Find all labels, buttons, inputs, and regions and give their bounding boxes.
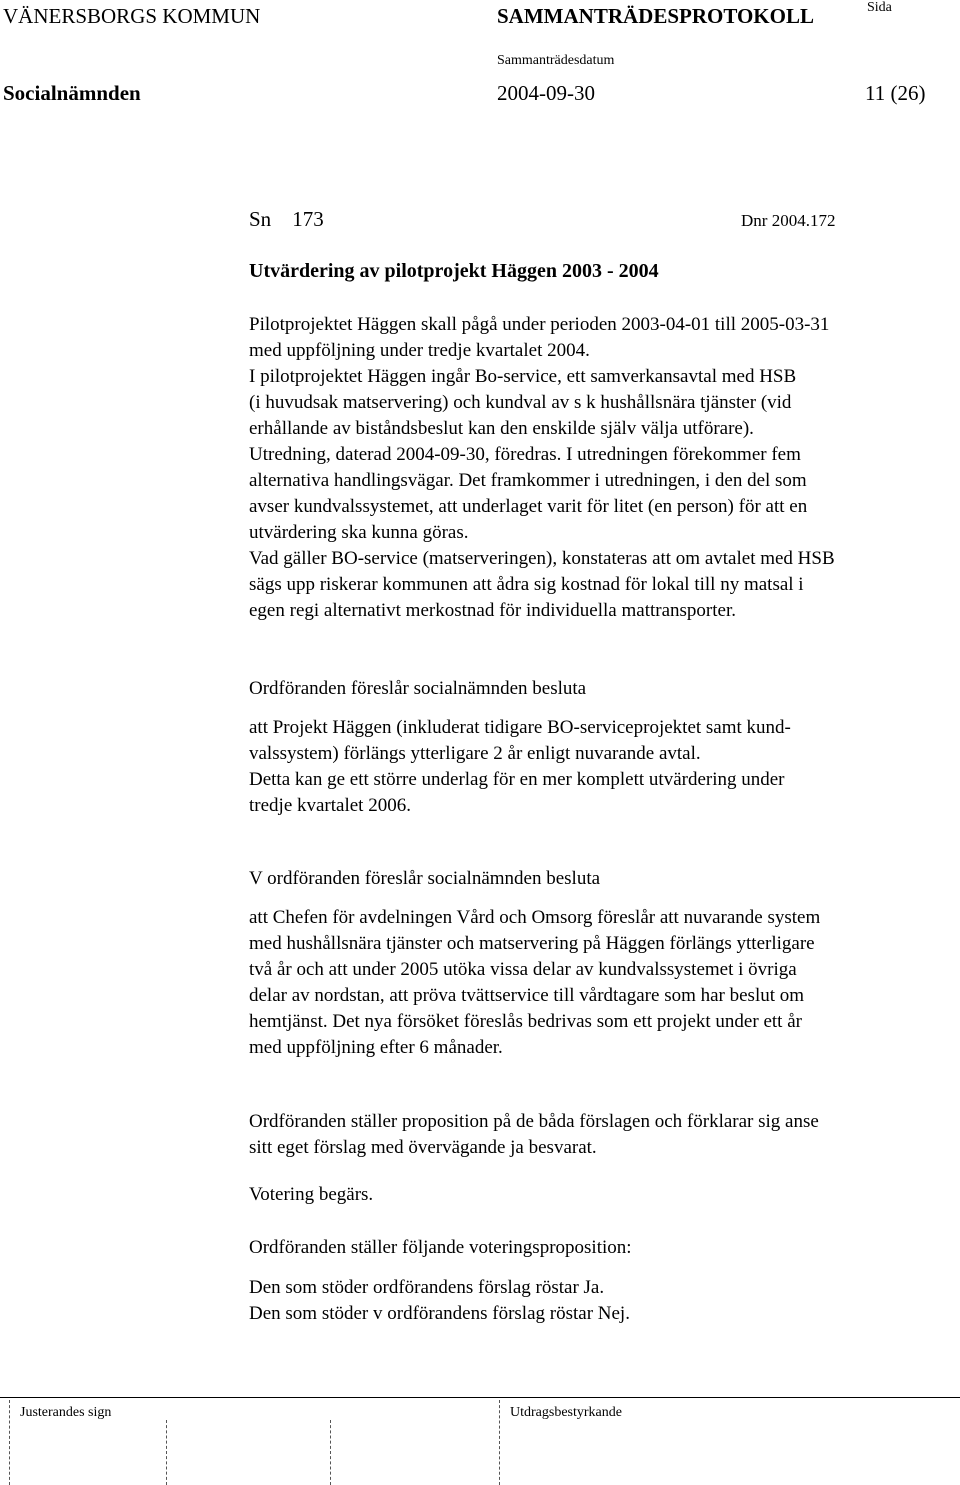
meeting-date-label: Sammanträdesdatum [497,53,615,68]
signature-box-divider [166,1420,167,1485]
text-line: att Projekt Häggen (inkluderat tidigare BO-serviceprojektet samt kund- [249,717,791,738]
section-title: Utvärdering av pilotprojekt Häggen 2003 - 2004 [249,260,659,282]
text-line: sitt eget förslag med övervägande ja besvarat. [249,1137,597,1158]
text-line: med uppföljning under tredje kvartalet 2004. [249,340,590,361]
text-line: (i huvudsak matservering) och kundval av s k hushållsnära tjänster (vid [249,392,792,413]
text-line: Utredning, daterad 2004-09-30, föredras. I utredningen förekommer fem [249,444,801,465]
meeting-date: 2004-09-30 [497,81,595,105]
footer-rule [0,1397,960,1398]
signature-box-divider [330,1420,331,1485]
page-label: Sida [867,0,892,15]
text-line: med hushållsnära tjänster och matservering på Häggen förlängs ytterligare [249,933,815,954]
diary-number: Dnr 2004.172 [741,211,836,230]
vote-proposition-heading: Ordföranden ställer följande voteringsproposition: [249,1237,632,1258]
text-line: Ordföranden ställer proposition på de båda förslagen och förklarar sig anse [249,1111,819,1132]
sn-label: Sn [249,207,272,231]
text-line: att Chefen för avdelningen Vård och Omsorg föreslår att nuvarande system [249,907,821,928]
signature-box-divider [499,1400,500,1485]
text-line: två år och att under 2005 utöka vissa delar av kundvalssystemet i övriga [249,959,797,980]
page-number: 11 (26) [865,81,926,105]
signature-label: Justerandes sign [20,1405,112,1420]
org-name: VÄNERSBORGS KOMMUN [3,4,261,28]
text-line: Vad gäller BO-service (matserveringen), konstateras att om avtalet med HSB [249,548,835,569]
text-line: utvärdering ska kunna göras. [249,522,469,543]
text-line: Pilotprojektet Häggen skall pågå under perioden 2003-04-01 till 2005-03-31 [249,314,830,335]
signature-box-divider [9,1400,10,1485]
chair-proposal-heading: Ordföranden föreslår socialnämnden besluta [249,678,587,699]
text-line: sägs upp riskerar kommunen att ådra sig kostnad för lokal till ny matsal i [249,574,804,595]
section-number [249,207,324,232]
text-line: avser kundvalssystemet, att underlaget varit för litet (en person) för att en [249,496,808,517]
chair-proposal [249,715,791,819]
text-line: Den som stöder ordförandens förslag röstar Ja. [249,1277,605,1298]
text-line: alternativa handlingsvägar. Det framkommer i utredningen, i den del som [249,470,807,491]
vote-proposition [249,1275,630,1327]
text-line: erhållande av biståndsbeslut kan den enskilde själv välja utförare). [249,418,754,439]
document-type: SAMMANTRÄDESPROTOKOLL [497,4,814,28]
text-line: med uppföljning efter 6 månader. [249,1037,503,1058]
vote-requested: Votering begärs. [249,1184,374,1205]
paragraph-background [249,312,835,624]
text-line: tredje kvartalet 2006. [249,795,411,816]
vice-chair-proposal-heading: V ordföranden föreslår socialnämnden besluta [249,868,601,889]
text-line: valssystem) förlängs ytterligare 2 år enligt nuvarande avtal. [249,743,701,764]
text-line: Detta kan ge ett större underlag för en mer komplett utvärdering under [249,769,785,790]
text-line: hemtjänst. Det nya försöket föreslås bedrivas som ett projekt under ett år [249,1011,802,1032]
text-line: Den som stöder v ordförandens förslag röstar Nej. [249,1303,630,1324]
extract-label: Utdragsbestyrkande [510,1405,622,1420]
vice-chair-proposal [249,905,820,1061]
committee-name: Socialnämnden [3,81,141,105]
text-line: egen regi alternativt merkostnad för individuella mattransporter. [249,600,736,621]
text-line: delar av nordstan, att pröva tvättservice till vårdtagare som har beslut om [249,985,805,1006]
sn-number: 173 [292,207,324,231]
text-line: I pilotprojektet Häggen ingår Bo-service, ett samverkansavtal med HSB [249,366,797,387]
proposition-paragraph [249,1109,819,1161]
